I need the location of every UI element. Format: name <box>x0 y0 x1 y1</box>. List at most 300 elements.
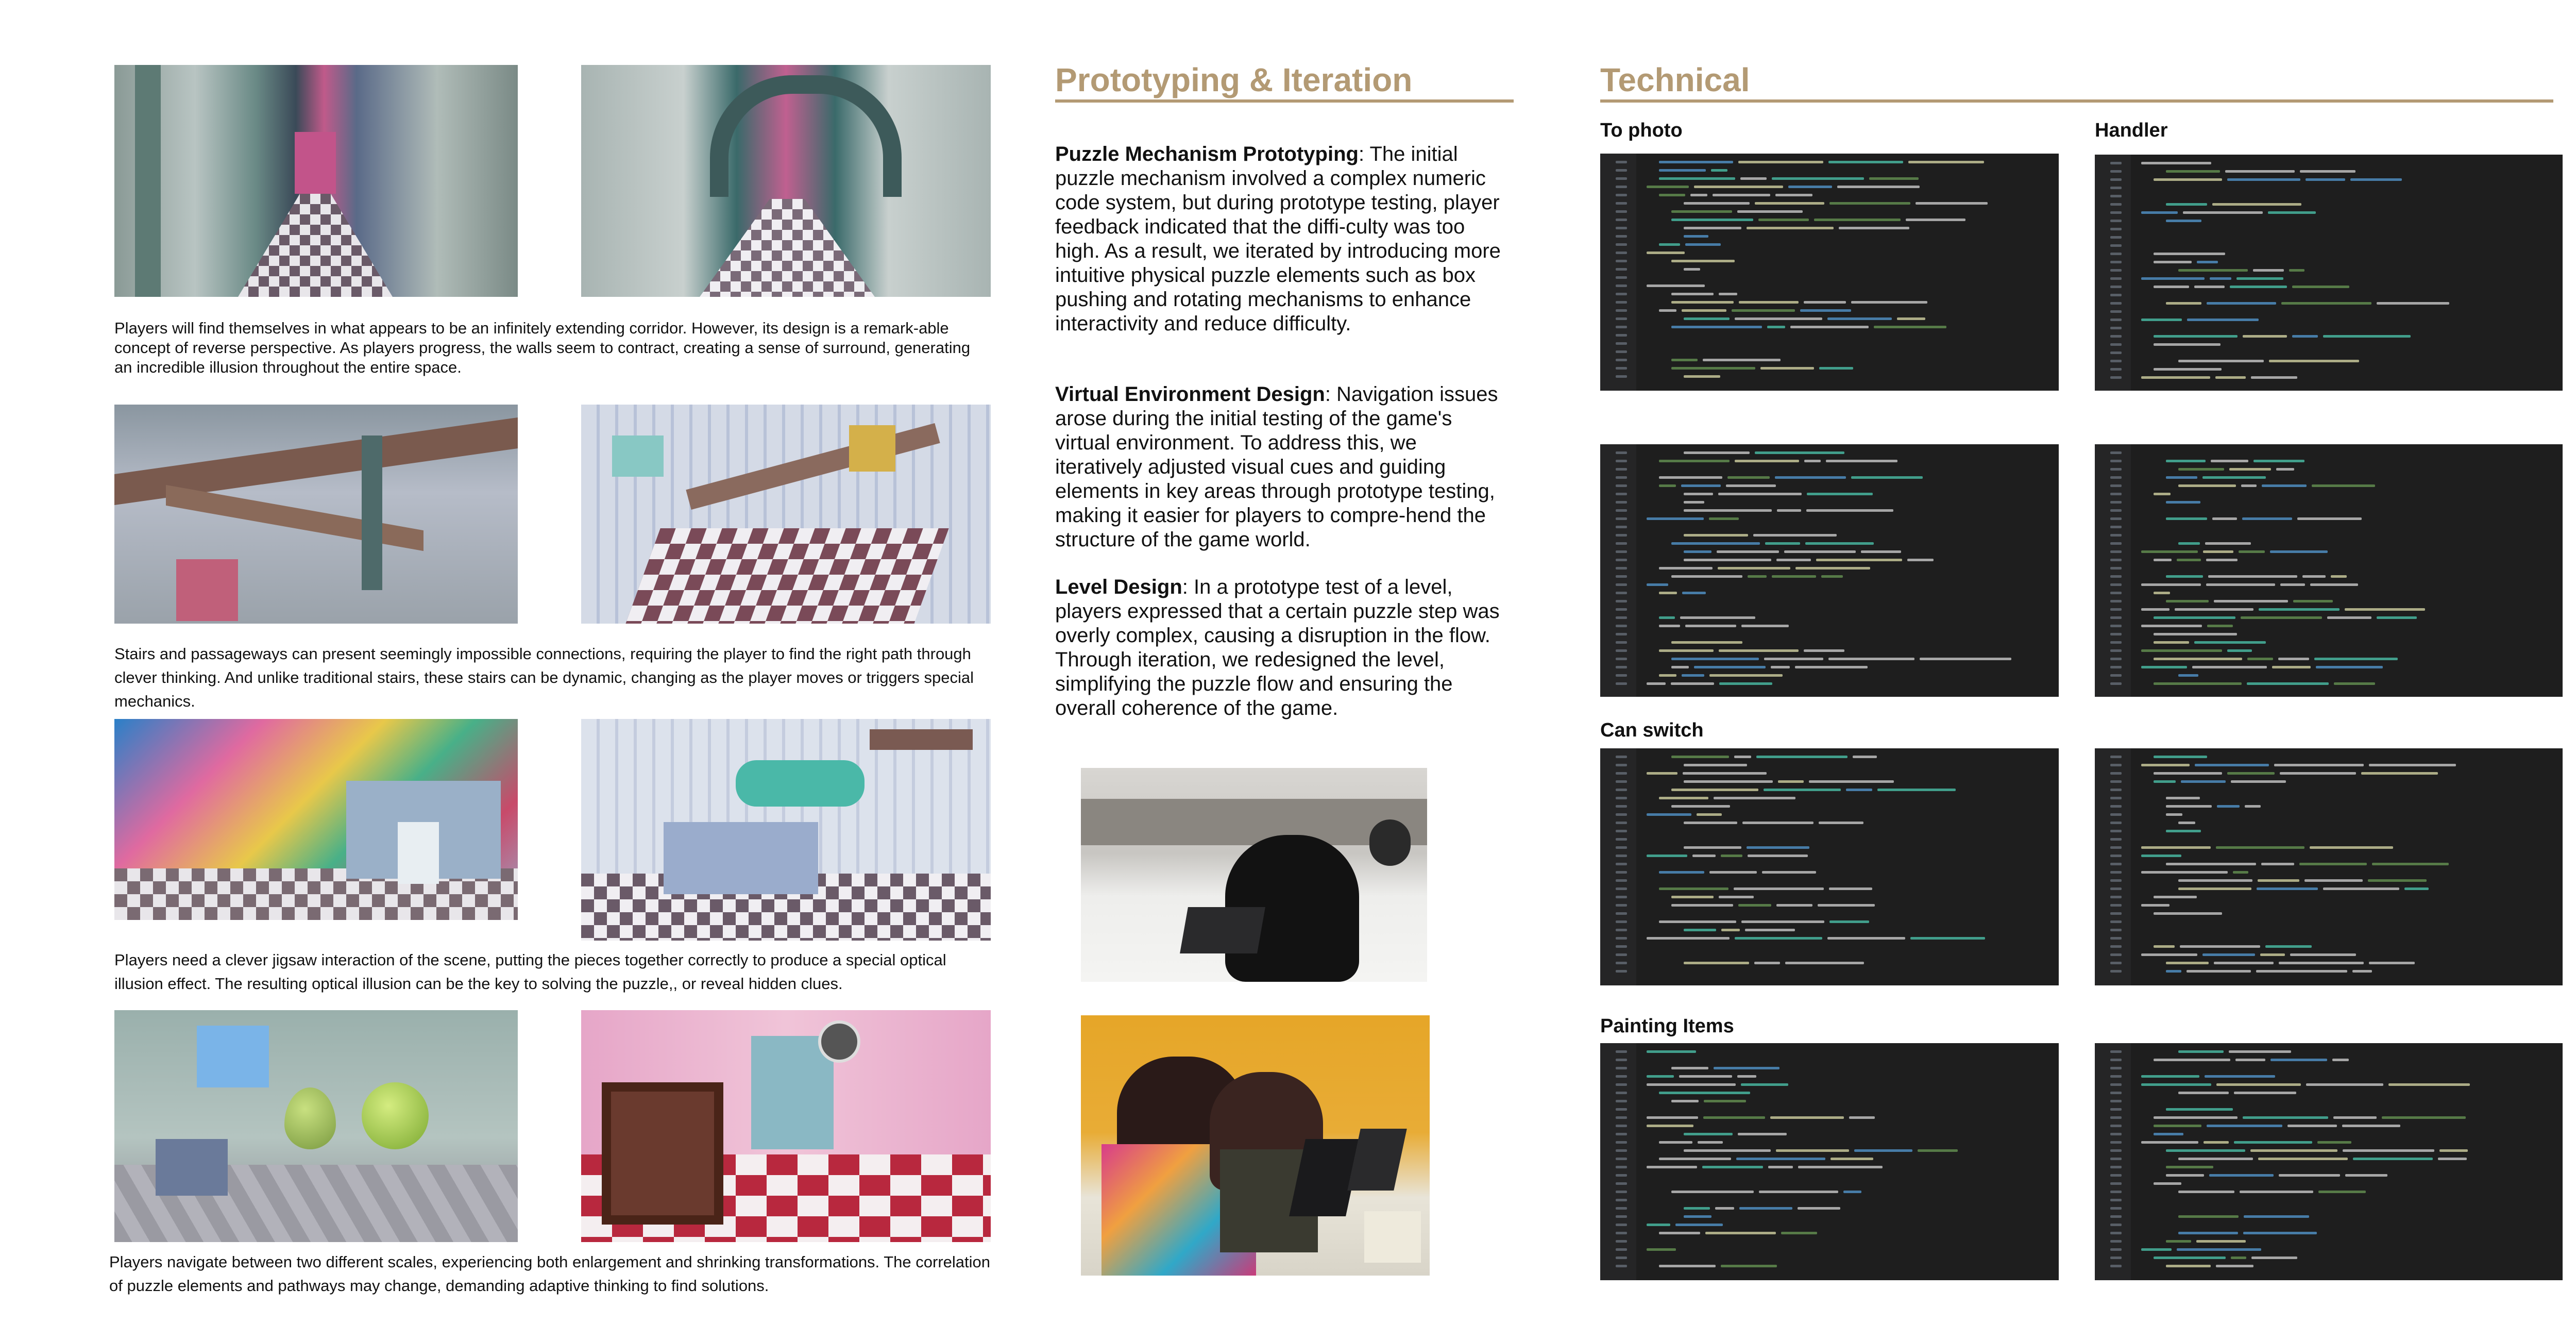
code-token <box>1897 317 1925 320</box>
code-token <box>2270 550 2328 553</box>
code-line-number <box>1616 674 1627 677</box>
code-line-number <box>2110 764 2122 766</box>
code-line-number <box>1616 284 1627 287</box>
code-line-number <box>2110 1141 2122 1144</box>
code-line-number <box>1616 501 1627 504</box>
code-token <box>2323 335 2411 338</box>
code-token <box>1684 780 1773 783</box>
code-line-number <box>2110 896 2122 898</box>
code-token <box>1671 219 1753 221</box>
code-line-number <box>1616 830 1627 832</box>
code-token <box>1659 177 1735 180</box>
code-line-number <box>1616 1215 1627 1218</box>
code-token <box>2154 912 2222 915</box>
code-line-number <box>1616 1191 1627 1193</box>
corridor-screenshot-2 <box>581 65 991 297</box>
code-line-number <box>1616 962 1627 964</box>
code-line-number <box>1616 912 1627 915</box>
puzzle-mechanism-body: : The initial puzzle mechanism involved a complex numeric code system, but during prototype testing, player feedback indicated that the diffi-culty was too high. As a result, we iterated by introducing more intuitive physical puzzle elements such as box pushing and rotating mechanisms to enhance interactivity and reduce difficulty. <box>1055 143 1501 335</box>
code-line-number <box>2110 658 2122 660</box>
stairs-screenshot-1 <box>114 405 518 624</box>
code-token <box>2230 286 2287 288</box>
code-token <box>2352 970 2372 973</box>
code-token <box>1740 177 1767 180</box>
code-line-number <box>2110 887 2122 890</box>
code-token <box>2154 780 2176 783</box>
code-line-number <box>1616 1232 1627 1234</box>
code-token <box>2280 583 2305 586</box>
code-line-number <box>1616 1092 1627 1094</box>
code-token <box>1719 896 1754 898</box>
code-token <box>2178 1215 2239 1218</box>
code-token <box>1671 359 1698 361</box>
code-token <box>1776 1149 1849 1152</box>
code-token <box>2166 203 2207 206</box>
code-token <box>1907 559 1934 561</box>
code-token <box>2194 286 2225 288</box>
code-line-number <box>2110 319 2122 321</box>
code-line-number <box>1616 276 1627 279</box>
code-line-number <box>2110 277 2122 280</box>
code-line-number <box>1616 625 1627 627</box>
code-token <box>2377 616 2417 619</box>
code-line-number <box>2110 1248 2122 1251</box>
code-line-number <box>2110 1083 2122 1086</box>
code-line-number <box>1616 575 1627 578</box>
code-token <box>1739 1207 1792 1210</box>
code-token <box>2166 476 2197 479</box>
code-token <box>1647 682 1666 685</box>
code-line-number <box>2110 178 2122 181</box>
code-token <box>1684 1133 1733 1135</box>
code-token <box>1671 904 1733 907</box>
code-token <box>2243 1116 2328 1119</box>
code-token <box>1684 764 1747 766</box>
code-token <box>2369 962 2415 964</box>
code-line-number <box>2110 838 2122 841</box>
code-token <box>2207 625 2233 627</box>
virtual-environment-paragraph <box>1055 382 1503 552</box>
code-line-number <box>1616 666 1627 668</box>
code-token <box>2244 1215 2309 1218</box>
code-line-number <box>1616 920 1627 923</box>
code-line-number <box>2110 1067 2122 1069</box>
code-token <box>2377 302 2449 305</box>
code-line-number <box>2110 170 2122 173</box>
code-token <box>1828 658 1914 660</box>
code-token <box>1727 476 1770 479</box>
code-token <box>2278 658 2309 660</box>
code-token <box>2299 863 2367 865</box>
code-token <box>1671 260 1735 262</box>
code-line-number <box>1616 460 1627 462</box>
code-token <box>2269 360 2359 362</box>
code-token <box>2178 1232 2238 1234</box>
code-token <box>1772 575 1816 578</box>
code-token <box>1647 517 1704 520</box>
code-line-number <box>2110 509 2122 512</box>
code-line-number <box>2110 920 2122 923</box>
code-token <box>2369 764 2456 766</box>
code-token <box>2154 368 2222 371</box>
code-line-number <box>2110 1125 2122 1127</box>
code-token <box>2207 1125 2282 1127</box>
code-token <box>1819 367 1853 370</box>
code-token <box>2270 1059 2327 1061</box>
code-token <box>1684 493 1713 495</box>
code-line-number <box>2110 674 2122 677</box>
code-token <box>1682 592 1706 594</box>
code-token <box>1671 210 1732 213</box>
code-line-number <box>2110 451 2122 454</box>
code-token <box>2304 879 2363 882</box>
code-token <box>2225 170 2295 173</box>
code-token <box>1906 219 1965 221</box>
code-line-number <box>2110 863 2122 865</box>
code-token <box>1719 682 1772 685</box>
code-line-number <box>1616 1248 1627 1251</box>
code-line-number <box>1616 219 1627 221</box>
code-token <box>1910 937 1985 940</box>
code-token <box>1683 772 1767 775</box>
code-line-number <box>2110 484 2122 487</box>
code-token <box>2231 780 2286 783</box>
playtest-photo-1 <box>1081 768 1427 982</box>
code-token <box>1735 937 1822 940</box>
code-line-number <box>1616 293 1627 295</box>
code-token <box>1806 509 1893 512</box>
code-token <box>1745 929 1795 931</box>
code-token <box>2178 269 2248 272</box>
code-token <box>1717 550 1779 553</box>
jigsaw-caption: Players need a clever jigsaw interaction of the scene, putting the pieces together correctly to produce a special optical illusion effect. The resulting optical illusion can be the key to solving the puzzle,, or reveal hidden clues. <box>114 951 946 993</box>
code-token <box>2215 376 2246 379</box>
code-token <box>2141 904 2170 907</box>
code-token <box>2206 559 2238 561</box>
code-token <box>1690 194 1707 196</box>
code-token <box>2287 1125 2337 1127</box>
code-token <box>2141 376 2210 379</box>
code-line-number <box>2110 937 2122 940</box>
code-token <box>1819 822 1863 824</box>
code-token <box>2241 484 2257 487</box>
code-token <box>1775 476 1846 479</box>
code-token <box>1684 559 1771 561</box>
code-line-number <box>2110 269 2122 272</box>
code-token <box>1681 484 1721 487</box>
code-token <box>1659 1232 1700 1234</box>
code-token <box>2289 269 2304 272</box>
code-token <box>2258 1158 2348 1160</box>
code-token <box>1737 210 1803 213</box>
code-token <box>2293 600 2333 602</box>
code-token <box>2241 616 2322 619</box>
code-token <box>2166 600 2209 602</box>
code-line-number <box>1616 1141 1627 1144</box>
code-token <box>1647 252 1685 254</box>
code-line-number <box>1616 1199 1627 1201</box>
code-line-number <box>1616 1224 1627 1226</box>
code-token <box>2240 1191 2313 1193</box>
code-token <box>1804 649 1844 652</box>
code-token <box>1736 1158 1825 1160</box>
code-painting-items-1 <box>1600 1043 2059 1280</box>
code-line-number <box>2110 608 2122 611</box>
code-line-number <box>2110 1166 2122 1168</box>
code-line-number <box>2110 1265 2122 1267</box>
code-line-number <box>2110 929 2122 931</box>
code-line-number <box>2110 376 2122 379</box>
code-token <box>1770 1116 1844 1119</box>
code-token <box>2178 887 2251 890</box>
code-token <box>1741 920 1824 923</box>
code-line-number <box>2110 583 2122 586</box>
code-line-number <box>2110 682 2122 685</box>
code-token <box>1684 534 1748 537</box>
prototyping-title: Prototyping & Iteration <box>1055 61 1413 98</box>
code-token <box>2141 1083 2211 1086</box>
code-line-number <box>2110 1224 2122 1226</box>
code-token <box>2141 319 2182 321</box>
code-line-number <box>2110 904 2122 907</box>
code-line-number <box>1616 326 1627 328</box>
code-token <box>2154 1059 2230 1061</box>
code-token <box>2212 517 2237 520</box>
code-token <box>1671 896 1714 898</box>
code-token <box>2154 178 2222 181</box>
level-design-paragraph <box>1055 575 1503 721</box>
code-token <box>1748 575 1767 578</box>
code-line-number <box>2110 351 2122 354</box>
code-token <box>1748 855 1808 857</box>
code-token <box>2166 220 2201 222</box>
code-line-number <box>2110 360 2122 362</box>
code-line-number <box>1616 583 1627 586</box>
code-token <box>1719 649 1799 652</box>
code-token <box>1741 1083 1788 1086</box>
code-token <box>1709 674 1783 677</box>
code-token <box>2166 805 2212 808</box>
code-line-number <box>1616 559 1627 561</box>
code-token <box>1680 616 1755 619</box>
code-token <box>2166 830 2201 832</box>
code-token <box>1816 559 1902 561</box>
code-token <box>1714 797 1795 799</box>
code-token <box>1771 666 1790 668</box>
code-token <box>1684 962 1749 964</box>
code-line-number <box>2110 962 2122 964</box>
code-line-number <box>2110 855 2122 857</box>
code-token <box>1659 871 1704 874</box>
code-token <box>1918 1149 1958 1152</box>
code-line-number <box>1616 1050 1627 1053</box>
code-token <box>2257 887 2318 890</box>
code-token <box>1659 592 1677 594</box>
code-token <box>2260 953 2285 956</box>
code-line-number <box>2110 236 2122 239</box>
code-line-number <box>1616 1182 1627 1185</box>
code-token <box>1647 1050 1696 1053</box>
code-token <box>2154 772 2222 775</box>
code-token <box>1718 493 1802 495</box>
code-token <box>1735 317 1822 320</box>
puzzle-mechanism-heading: Puzzle Mechanism Prototyping <box>1055 143 1359 165</box>
code-token <box>1659 1158 1731 1160</box>
code-token <box>2239 550 2265 553</box>
code-token <box>2251 1257 2297 1259</box>
code-token <box>1675 1224 1723 1226</box>
code-token <box>2154 1125 2201 1127</box>
code-line-number <box>1616 317 1627 320</box>
code-token <box>1659 194 1685 196</box>
code-token <box>1807 493 1873 495</box>
code-line-number <box>1616 567 1627 569</box>
code-line-number <box>1616 1207 1627 1210</box>
code-token <box>2181 780 2226 783</box>
code-token <box>1684 501 1704 504</box>
code-token <box>1684 317 1730 320</box>
code-token <box>2209 1174 2274 1177</box>
code-line-number <box>2110 162 2122 164</box>
code-token <box>2327 616 2371 619</box>
code-token <box>1821 575 1843 578</box>
code-line-number <box>1616 616 1627 619</box>
code-token <box>2166 501 2200 504</box>
code-token <box>1671 641 1742 644</box>
code-line-number <box>1616 608 1627 611</box>
code-token <box>1697 813 1722 816</box>
code-line-number <box>1616 937 1627 940</box>
code-line-number <box>2110 1075 2122 1078</box>
code-token <box>1671 658 1759 660</box>
code-token <box>2205 542 2251 545</box>
code-token <box>1709 871 1757 874</box>
code-line-number <box>1616 879 1627 882</box>
code-line-number <box>1616 252 1627 254</box>
code-token <box>1647 772 1677 775</box>
code-token <box>1659 161 1733 163</box>
code-token <box>1659 484 1676 487</box>
code-can-switch-1 <box>1600 748 2059 985</box>
code-token <box>1778 780 1804 783</box>
code-line-number <box>2110 220 2122 222</box>
code-token <box>1659 887 1728 890</box>
code-line-number <box>1616 838 1627 841</box>
code-line-number <box>1616 243 1627 246</box>
code-token <box>2388 1083 2470 1086</box>
code-token <box>1671 542 1760 545</box>
code-token <box>2207 302 2276 305</box>
code-token <box>2141 764 2190 766</box>
code-line-number <box>2110 501 2122 504</box>
code-token <box>1765 542 1800 545</box>
code-token <box>1739 301 1799 304</box>
prototyping-divider <box>1055 99 1514 103</box>
code-token <box>2259 608 2340 611</box>
code-line-number <box>2110 633 2122 635</box>
code-line-number <box>2110 616 2122 619</box>
code-line-number <box>2110 1158 2122 1160</box>
code-token <box>2154 343 2221 346</box>
code-token <box>1843 1191 1861 1193</box>
code-token <box>2217 805 2240 808</box>
code-token <box>1684 822 1737 824</box>
puzzle-mechanism-paragraph <box>1055 142 1503 336</box>
code-token <box>1684 1149 1771 1152</box>
code-line-number <box>2110 228 2122 230</box>
code-token <box>2211 460 2248 462</box>
code-token <box>1837 186 1920 188</box>
code-token <box>1784 550 1856 553</box>
code-line-number <box>2110 1174 2122 1177</box>
code-token <box>2227 649 2252 652</box>
code-token <box>2292 335 2318 338</box>
code-token <box>1754 962 1780 964</box>
code-token <box>1647 1116 1698 1119</box>
code-token <box>1805 542 1874 545</box>
code-line-number <box>2110 1182 2122 1185</box>
code-token <box>1795 567 1870 569</box>
code-token <box>2372 863 2449 865</box>
code-token <box>1647 1075 1674 1078</box>
scale-screenshot-1 <box>114 1010 518 1242</box>
code-token <box>2234 1141 2312 1144</box>
code-token <box>2256 970 2347 973</box>
code-token <box>1647 813 1691 816</box>
code-line-number <box>1616 970 1627 973</box>
code-line-number <box>2110 1232 2122 1234</box>
code-token <box>2216 1265 2253 1267</box>
code-token <box>2178 1092 2229 1094</box>
code-line-number <box>1616 309 1627 312</box>
level-design-body: : In a prototype test of a level, players expressed that a certain puzzle step was overly complex, causing a disruption in the flow. Through iteration, we redesigned the level, simplifying the puzzle flow and ensuring the overall coherence of the game. <box>1055 576 1500 719</box>
code-line-number <box>1616 542 1627 545</box>
code-token <box>2210 277 2231 280</box>
code-token <box>1714 1067 1780 1069</box>
code-token <box>2141 1248 2172 1251</box>
code-line-number <box>1616 953 1627 956</box>
code-token <box>1790 326 1869 328</box>
code-token <box>2178 822 2195 824</box>
code-token <box>1721 855 1742 857</box>
corridor-caption: Players will find themselves in what appears to be an infinitely extending corridor. However, its design is a remark-able concept of reverse perspective. As players progress, the walls seem to contract, creating a sense of surround, generating an incredible illusion throughout the entire space. <box>114 319 971 376</box>
code-token <box>2154 616 2235 619</box>
code-token <box>1721 929 1740 931</box>
code-line-number <box>2110 666 2122 668</box>
code-token <box>1874 326 1946 328</box>
code-token <box>2177 1248 2261 1251</box>
code-token <box>2214 600 2288 602</box>
code-token <box>2166 1265 2211 1267</box>
code-token <box>1755 202 1824 205</box>
code-token <box>2183 211 2263 214</box>
code-token <box>1684 268 1700 271</box>
code-to-photo-1 <box>1600 154 2059 391</box>
code-token <box>2178 1050 2224 1053</box>
code-token <box>2274 764 2364 766</box>
code-token <box>1851 301 1927 304</box>
code-token <box>2382 1116 2466 1119</box>
code-token <box>1747 227 1834 229</box>
code-line-number <box>1616 301 1627 304</box>
code-token <box>1659 567 1713 569</box>
code-token <box>1738 161 1823 163</box>
code-line-number <box>1616 772 1627 775</box>
code-line-number <box>2110 343 2122 346</box>
code-line-number <box>2110 822 2122 824</box>
code-token <box>2216 846 2304 849</box>
code-token <box>1804 301 1846 304</box>
